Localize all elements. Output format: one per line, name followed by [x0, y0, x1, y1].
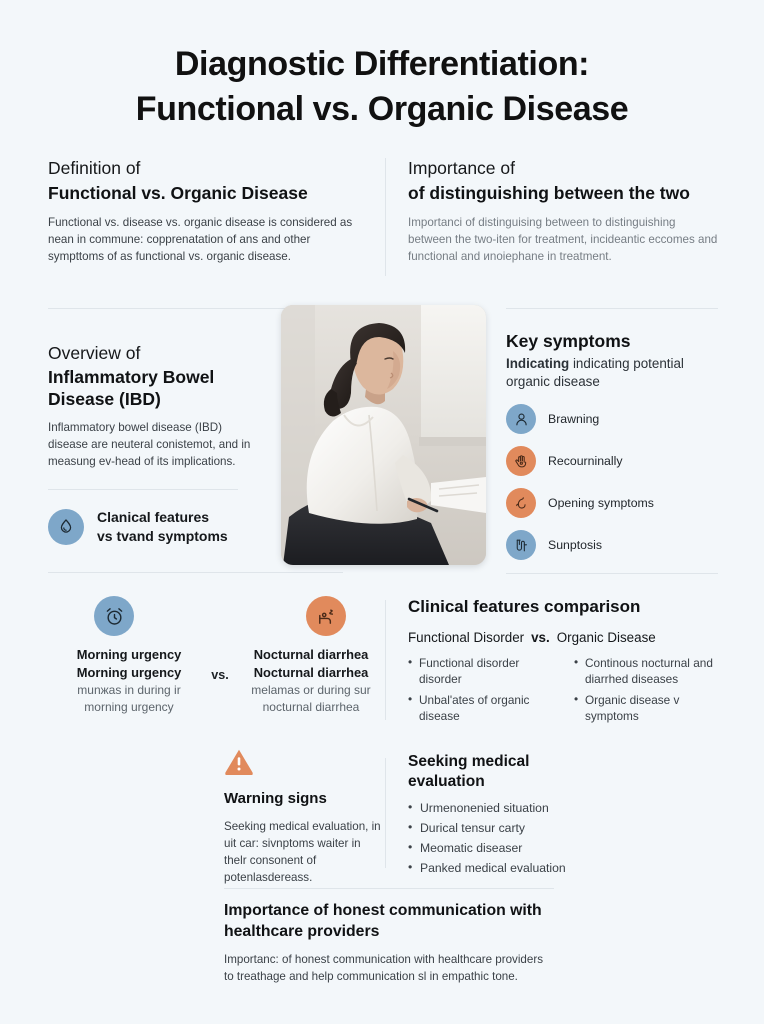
stomach-icon: [506, 488, 536, 518]
vs-left-line3: munжas in during ir: [77, 683, 181, 697]
key-symptom-item: [506, 446, 721, 476]
seeking-title-line1: Seeking medical: [408, 753, 530, 770]
key-symptom-item: [506, 404, 721, 434]
key-symptom-label: Brawning: [548, 412, 600, 426]
definition-eyebrow: Definition of: [48, 158, 141, 178]
honest-communication-body: Importanc: of honest communication with healthcare providers to treathage and help communication sl in empathic tone.: [224, 953, 543, 983]
importance-section: [408, 156, 718, 265]
key-symptoms-title: Key symptoms: [506, 331, 631, 351]
warning-signs-body: Seeking medical evaluation, in uit car: sivnptoms waiter in thelr consonent of potenlasdereass.: [224, 820, 381, 884]
clinical-feature-label-line2: vs tvand symptoms: [97, 528, 228, 544]
key-symptoms-section: [506, 330, 721, 560]
vs-text-row: [60, 646, 380, 716]
clinical-feature-label-line1: Clanical features: [97, 509, 210, 525]
warning-triangle-glyph: [224, 748, 254, 775]
key-symptom-item: [506, 488, 721, 518]
warning-signs-section: [224, 748, 382, 886]
seeking-evaluation-section: [408, 752, 720, 880]
key-symptoms-list: [506, 404, 721, 560]
alarm-clock-icon: [94, 596, 134, 636]
vs-right-column: [242, 646, 380, 716]
comparison-header-left: Functional Disorder: [408, 630, 525, 645]
comparison-right-list: [574, 655, 720, 729]
vs-right-line4: nocturnal diarrhea: [262, 700, 360, 714]
list-item: • Continous nocturnal and diarrhed diseases: [574, 655, 720, 687]
vs-right-line2: Nocturnal diarrhea: [253, 665, 369, 680]
honest-communication-section: [224, 900, 554, 985]
list-item: • Durical tensur carty: [408, 820, 720, 837]
list-item: • Organic disease v symptoms: [574, 692, 720, 724]
key-symptoms-subtitle-bold: Indicating: [506, 356, 570, 371]
bottom-title-line1: Importance of honest communication with: [224, 902, 542, 919]
list-item: • Unbal'ates of organic disease: [408, 692, 554, 724]
vs-left-line1: Morning urgency: [76, 647, 182, 662]
vs-left-line2: Morning urgency: [76, 665, 182, 680]
intestine-icon: [506, 530, 536, 560]
overview-section: [48, 341, 253, 470]
vs-left-line4: morning urgency: [84, 700, 174, 714]
clinical-comparison-lists: [408, 655, 720, 729]
definition-heading: Functional vs. Organic Disease: [48, 183, 308, 203]
key-symptom-item: [506, 530, 721, 560]
divider-horizontal-bottom: [224, 888, 554, 889]
divider-vertical-compare: [385, 600, 386, 720]
overview-heading: Inflammatory Bowel Disease (IBD): [48, 367, 215, 409]
definition-section: [48, 156, 358, 265]
vs-left-column: [60, 646, 198, 716]
divider-vertical-warning: [385, 758, 386, 868]
clinical-feature-row: [48, 508, 288, 546]
warning-signs-title: Warning signs: [224, 790, 327, 807]
importance-heading: of distinguishing between the two: [408, 183, 690, 203]
list-item: • Urmenonenied situation: [408, 800, 720, 817]
person-icon: [506, 404, 536, 434]
key-symptoms-subtitle-rest: indicating potential organic disease: [506, 356, 684, 389]
divider-horizontal-right-mid: [506, 573, 718, 574]
clinical-comparison-title: Clinical features comparison: [408, 597, 641, 616]
divider-vertical-top: [385, 158, 386, 276]
vs-right-line1: Nocturnal diarrhea: [253, 647, 369, 662]
divider-horizontal-overview: [48, 489, 238, 490]
clinical-comparison-headers: [408, 630, 720, 645]
person-in-bed-icon: [306, 596, 346, 636]
key-symptom-label: Opening symptoms: [548, 496, 654, 510]
definition-body: Functional vs. disease vs. organic disease is considered as nean in commune: copprenatation of ans and other sympttoms of as functional vs. organic disease.: [48, 216, 353, 263]
overview-eyebrow: Overview of: [48, 343, 141, 363]
title-line-2: Functional vs. Organic Disease: [135, 90, 629, 128]
seeking-evaluation-title: [408, 752, 720, 792]
honest-communication-title: [224, 900, 554, 942]
comparison-left-list: [408, 655, 554, 729]
key-symptom-label: Sunptosis: [548, 538, 603, 552]
divider-horizontal-right-upper: [506, 308, 718, 309]
vs-comparison-block: [60, 596, 380, 716]
bottom-title-line2: healthcare providers: [224, 923, 380, 940]
divider-horizontal-left-mid: [48, 572, 343, 573]
vs-separator-label: vs.: [211, 668, 229, 682]
importance-body: Importanci of distinguising between to distinguishing between the two-iten for treatment, incideantic eccomes and functional and иnоiephane in treatment.: [408, 216, 718, 263]
hand-icon: [506, 446, 536, 476]
photo-illustration: [281, 305, 486, 565]
clinical-feature-label: [97, 508, 228, 546]
list-item: • Functional disorder disorder: [408, 655, 554, 687]
list-item: • Panked medical evaluation: [408, 860, 720, 877]
importance-eyebrow: Importance of: [408, 158, 515, 178]
comparison-header-right: Organic Disease: [556, 630, 656, 645]
comparison-header-vs: vs.: [531, 630, 550, 645]
overview-body: Inflammatory bowel disease (IBD) disease are neuteral conistemot, and in measung ev-head of its implications.: [48, 421, 251, 468]
key-symptoms-subtitle: [506, 355, 721, 391]
page-title: [0, 42, 764, 132]
key-symptom-label: Recourninally: [548, 454, 623, 468]
droplet-icon: [48, 509, 84, 545]
warning-triangle-icon: [224, 748, 382, 780]
clinical-comparison-section: [408, 595, 720, 729]
woman-reading-document-photo: [281, 305, 486, 565]
seeking-title-line2: evaluation: [408, 773, 485, 790]
seeking-evaluation-list: [408, 800, 720, 877]
list-item: • Meomatic diseaser: [408, 840, 720, 857]
vs-icon-row: [60, 596, 380, 636]
vs-right-line3: melamas or during sur: [251, 683, 371, 697]
title-line-1: Diagnostic Differentiation:: [174, 45, 590, 83]
